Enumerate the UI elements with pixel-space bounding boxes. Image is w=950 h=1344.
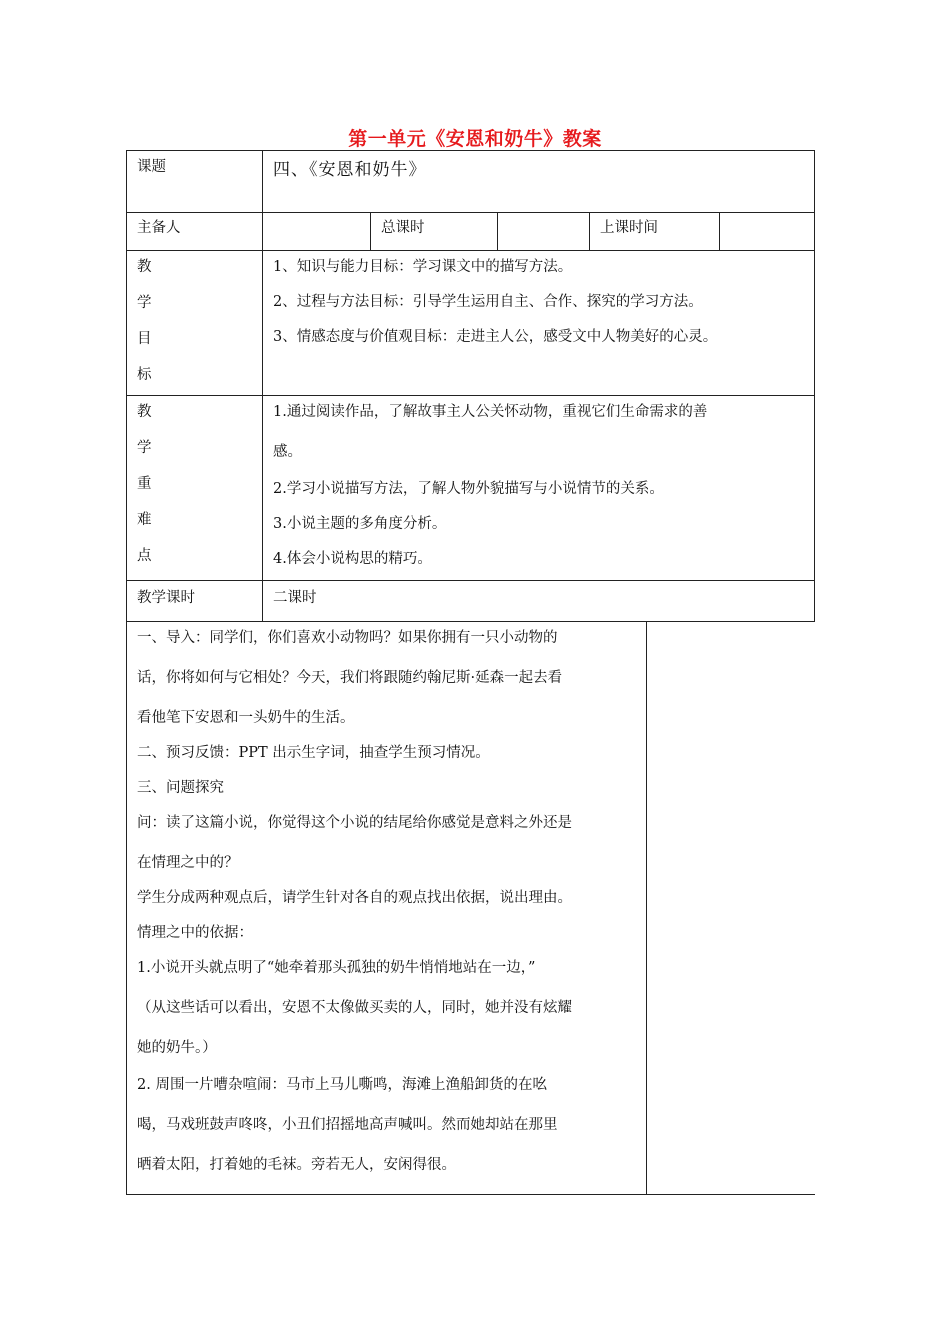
objectives-label-char: 教	[137, 259, 152, 275]
teaching-process-cell	[126, 621, 647, 1195]
keypoints-content-cell	[262, 395, 815, 581]
objective-item: 1、知识与能力目标：学习课文中的描写方法。	[273, 259, 573, 275]
content-line: （从这些话可以看出，安恩不太像做买卖的人，同时，她并没有炫耀	[137, 1000, 572, 1016]
objectives-label-char: 学	[137, 295, 152, 311]
objectives-label-char: 标	[137, 367, 152, 383]
preparer-value-cell	[262, 212, 371, 251]
content-line: 一、导入：同学们，你们喜欢小动物吗？如果你拥有一只小动物的	[137, 630, 558, 646]
content-line: 在情理之中的？	[137, 855, 239, 871]
objectives-label-char: 目	[137, 331, 152, 347]
preparer-label: 主备人	[137, 220, 181, 236]
class-time-label-cell	[589, 212, 720, 251]
total-hours-label-cell	[370, 212, 498, 251]
teaching-process-text	[137, 628, 572, 1190]
topic-value: 四、《安恩和奶牛》	[273, 160, 427, 180]
topic-label: 课题	[137, 159, 166, 175]
keypoints-label-char: 教	[137, 404, 152, 420]
notes-column-top-border	[646, 621, 815, 622]
keypoints-label-char: 点	[137, 548, 152, 564]
objective-item: 3、情感态度与价值观目标：走进主人公，感受文中人物美好的心灵。	[273, 329, 718, 345]
topic-value-cell	[262, 150, 815, 213]
objectives-label-cell	[126, 250, 263, 396]
document-title: 第一单元《安恩和奶牛》教案	[348, 128, 602, 150]
topic-label-cell	[126, 150, 263, 213]
keypoints-label-cell	[126, 395, 263, 581]
content-line: 二、预习反馈：PPT 出示生字词，抽查学生预习情况。	[137, 745, 490, 761]
hours-value-cell	[262, 580, 815, 622]
keypoints-label-char: 学	[137, 440, 152, 456]
keypoint-item: 感。	[273, 444, 302, 460]
content-line: 晒着太阳，打着她的毛袜。旁若无人，安闲得很。	[137, 1157, 456, 1173]
hours-value: 二课时	[273, 590, 317, 606]
content-line: 喝，马戏班鼓声咚咚，小丑们招摇地高声喊叫。然而她却站在那里	[137, 1117, 558, 1133]
preparer-label-cell	[126, 212, 263, 251]
content-line: 看他笔下安恩和一头奶牛的生活。	[137, 710, 355, 726]
total-hours-label: 总课时	[381, 220, 425, 236]
content-line: 情理之中的依据：	[137, 925, 253, 941]
content-line: 话，你将如何与它相处？今天，我们将跟随约翰尼斯·延森一起去看	[137, 670, 563, 686]
class-time-label: 上课时间	[600, 220, 658, 236]
content-line: 1.小说开头就点明了“她牵着那头孤独的奶牛悄悄地站在一边，”	[137, 960, 536, 976]
notes-column-bottom-border	[646, 1194, 815, 1195]
content-line: 三、问题探究	[137, 780, 224, 796]
keypoint-item: 1.通过阅读作品，了解故事主人公关怀动物，重视它们生命需求的善	[273, 404, 708, 420]
objective-item: 2、过程与方法目标：引导学生运用自主、合作、探究的学习方法。	[273, 294, 703, 310]
keypoints-label-char: 重	[137, 476, 152, 492]
keypoint-item: 2.学习小说描写方法，了解人物外貌描写与小说情节的关系。	[273, 481, 664, 497]
keypoints-label-char: 难	[137, 512, 152, 528]
hours-label-cell	[126, 580, 263, 622]
content-line: 2. 周围一片嘈杂喧闹：马市上马儿嘶鸣，海滩上渔船卸货的在吆	[137, 1077, 547, 1093]
class-time-value-cell	[719, 212, 815, 251]
hours-label: 教学课时	[137, 590, 195, 606]
total-hours-value-cell	[497, 212, 590, 251]
keypoint-item: 3.小说主题的多角度分析。	[273, 516, 447, 532]
content-line: 学生分成两种观点后，请学生针对各自的观点找出依据，说出理由。	[137, 890, 572, 906]
content-line: 问：读了这篇小说，你觉得这个小说的结尾给你感觉是意料之外还是	[137, 815, 572, 831]
content-line: 她的奶牛。）	[137, 1040, 217, 1056]
keypoint-item: 4.体会小说构思的精巧。	[273, 551, 432, 567]
objectives-content-cell	[262, 250, 815, 396]
